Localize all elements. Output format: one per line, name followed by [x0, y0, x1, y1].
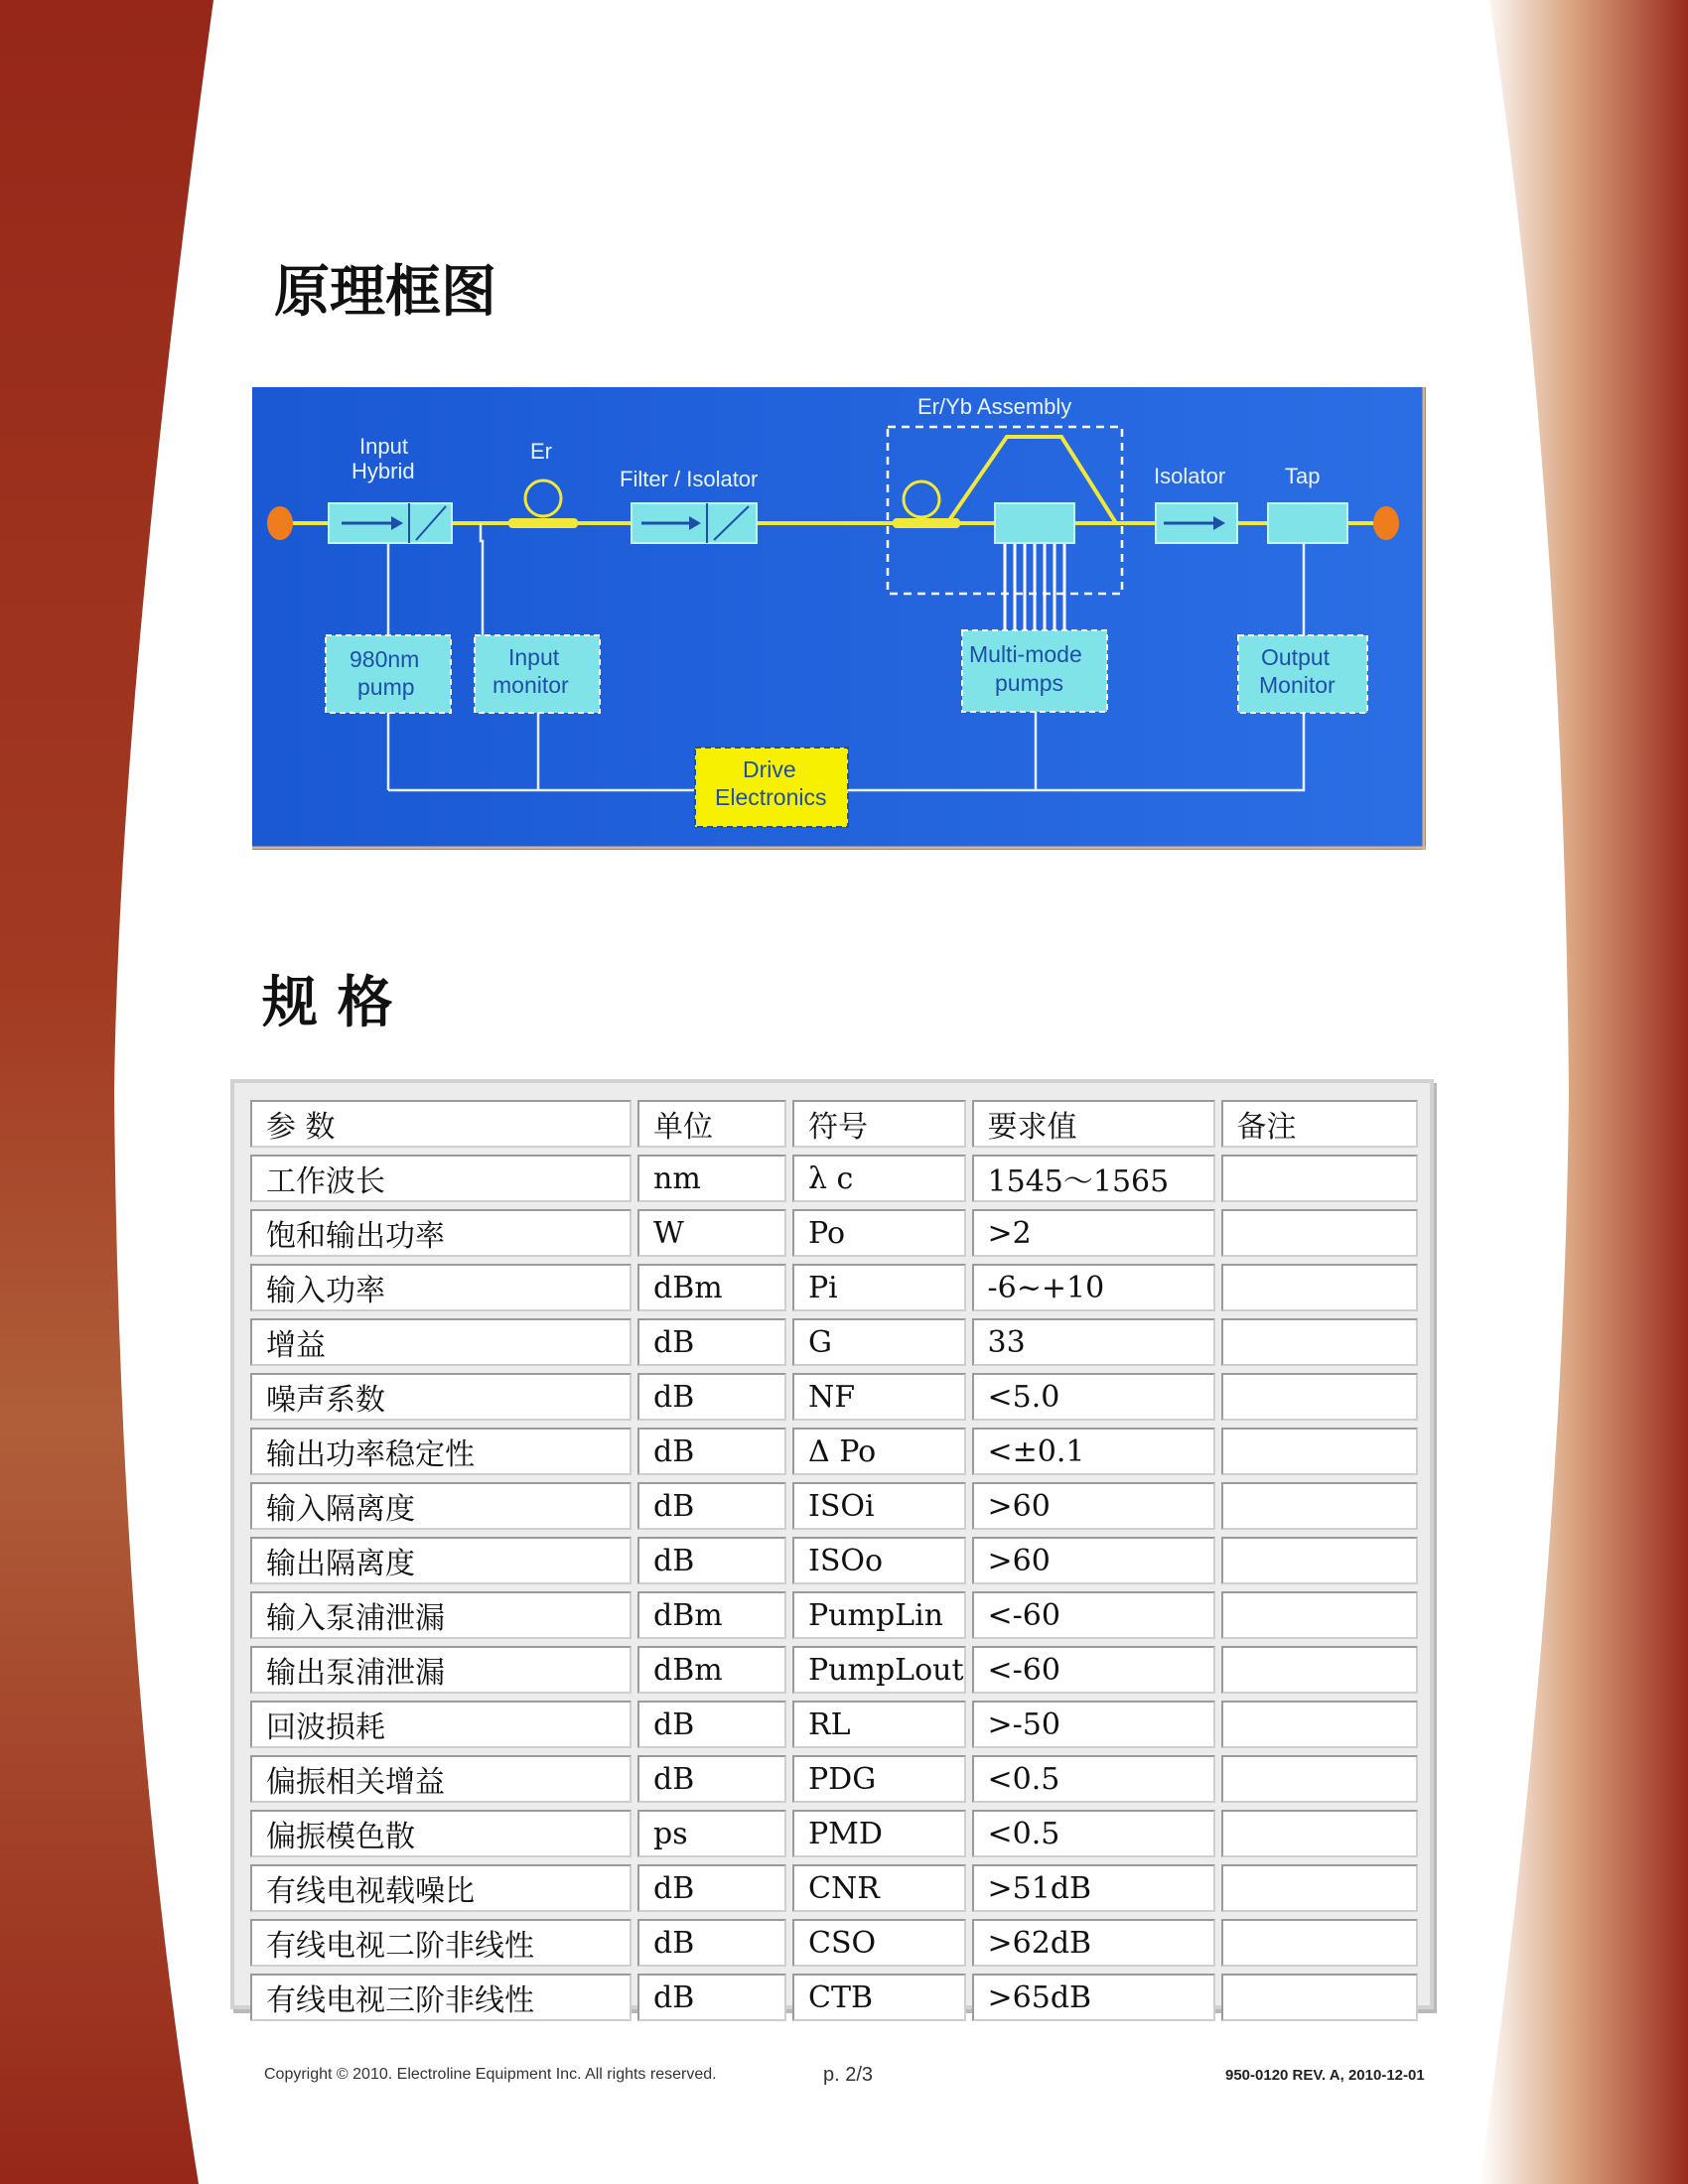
footer-page-number: p. 2/3 [823, 2064, 874, 2086]
table-cell: 输出功率稳定性 [250, 1428, 632, 1475]
table-cell [1221, 1209, 1418, 1257]
table-cell: Po [792, 1209, 966, 1257]
table-cell [1221, 1864, 1418, 1912]
table-cell: <±0.1 [972, 1428, 1215, 1475]
table-cell [1221, 1646, 1418, 1694]
table-row [250, 1537, 1418, 1584]
table-row [250, 1428, 1418, 1475]
input-port [267, 506, 293, 540]
table-cell [1221, 1810, 1418, 1857]
table-cell: <0.5 [972, 1810, 1215, 1857]
table-cell [1221, 1974, 1418, 2021]
table-row [250, 1974, 1418, 2021]
table-cell: dBm [637, 1591, 786, 1639]
table-cell: PumpLin [792, 1591, 966, 1639]
table-cell: dB [637, 1755, 786, 1803]
table-cell: RL [792, 1701, 966, 1748]
pump-980-label-1: 980nm [350, 646, 420, 672]
table-header-cell: 符号 [792, 1100, 966, 1148]
table-cell: 输出泵浦泄漏 [250, 1646, 632, 1694]
block-diagram [252, 387, 1426, 850]
table-cell: dBm [637, 1646, 786, 1694]
table-cell [1221, 1482, 1418, 1530]
table-cell [1221, 1155, 1418, 1202]
table-cell [1221, 1373, 1418, 1421]
table-cell: nm [637, 1155, 786, 1202]
table-header-cell: 单位 [637, 1100, 786, 1148]
table-cell: 增益 [250, 1318, 632, 1366]
table-cell: λ c [792, 1155, 966, 1202]
spec-table-frame [230, 1079, 1434, 2018]
table-cell: <0.5 [972, 1755, 1215, 1803]
table-row [250, 1864, 1418, 1912]
output-monitor-label-2: Monitor [1259, 672, 1336, 698]
footer-document-ref: 950-0120 REV. A, 2010-12-01 [1225, 2067, 1425, 2084]
table-cell: 工作波长 [250, 1155, 632, 1202]
table-cell: dBm [637, 1264, 786, 1311]
table-row [250, 1373, 1418, 1421]
table-cell: ISOo [792, 1537, 966, 1584]
table-row [250, 1318, 1418, 1366]
table-cell: 1545～1565 [972, 1155, 1215, 1202]
isolator-label: Isolator [1154, 464, 1226, 488]
table-cell: 噪声系数 [250, 1373, 632, 1421]
table-cell [1221, 1701, 1418, 1748]
input-monitor-label-2: monitor [492, 672, 569, 698]
table-cell: ISOi [792, 1482, 966, 1530]
output-monitor-label-1: Output [1261, 644, 1331, 670]
tap-label: Tap [1285, 464, 1321, 488]
er-label: Er [530, 439, 552, 464]
table-cell: dB [637, 1537, 786, 1584]
table-cell: 回波损耗 [250, 1701, 632, 1748]
pump-fibers [1005, 543, 1064, 630]
drive-electronics-label-2: Electronics [715, 784, 827, 810]
table-cell: PumpLout [792, 1646, 966, 1694]
table-cell: ps [637, 1810, 786, 1857]
table-cell: 有线电视二阶非线性 [250, 1919, 632, 1967]
table-cell [1221, 1318, 1418, 1366]
input-hybrid-label-1: Input [359, 434, 408, 459]
table-cell [1221, 1591, 1418, 1639]
table-cell: >2 [972, 1209, 1215, 1257]
table-header-cell: 备注 [1221, 1100, 1418, 1148]
table-cell: dB [637, 1482, 786, 1530]
footer-copyright: Copyright © 2010. Electroline Equipment Inc. All rights reserved. [264, 2066, 717, 2083]
table-cell: Pi [792, 1264, 966, 1311]
table-cell: >60 [972, 1537, 1215, 1584]
spec-section-title: 规 格 [262, 971, 393, 1035]
multimode-pumps-label-1: Multi-mode [969, 641, 1082, 667]
table-cell: -6~+10 [972, 1264, 1215, 1311]
table-cell: 偏振相关增益 [250, 1755, 632, 1803]
table-row [250, 1482, 1418, 1530]
table-row [250, 1646, 1418, 1694]
table-cell: 输入功率 [250, 1264, 632, 1311]
input-monitor-label-1: Input [508, 644, 560, 670]
er-yb-assembly-label: Er/Yb Assembly [917, 394, 1072, 419]
table-cell: Δ Po [792, 1428, 966, 1475]
table-row [250, 1755, 1418, 1803]
table-cell: 有线电视三阶非线性 [250, 1974, 632, 2021]
table-cell [1221, 1919, 1418, 1967]
table-cell: <5.0 [972, 1373, 1215, 1421]
table-cell: 偏振模色散 [250, 1810, 632, 1857]
multimode-pumps-label-2: pumps [995, 670, 1064, 696]
table-cell: dB [637, 1974, 786, 2021]
output-port [1373, 506, 1399, 540]
table-row [250, 1155, 1418, 1202]
table-cell: dB [637, 1864, 786, 1912]
table-cell: >62dB [972, 1919, 1215, 1967]
table-cell: PMD [792, 1810, 966, 1857]
table-cell: CTB [792, 1974, 966, 2021]
diagram-section-title: 原理框图 [274, 260, 496, 325]
table-cell: CSO [792, 1919, 966, 1967]
table-row [250, 1591, 1418, 1639]
drive-electronics-label-1: Drive [743, 756, 796, 782]
pump-combiner-box [995, 503, 1074, 543]
table-row [250, 1209, 1418, 1257]
filter-isolator-label: Filter / Isolator [620, 467, 759, 491]
table-cell [1221, 1755, 1418, 1803]
table-row [250, 1264, 1418, 1311]
table-cell: G [792, 1318, 966, 1366]
table-cell: 饱和输出功率 [250, 1209, 632, 1257]
table-header-cell: 要求值 [972, 1100, 1215, 1148]
spec-table [244, 1093, 1424, 2028]
table-cell: dB [637, 1701, 786, 1748]
table-cell: dB [637, 1919, 786, 1967]
pump-980-label-2: pump [357, 674, 415, 700]
table-cell: 33 [972, 1318, 1215, 1366]
table-cell: PDG [792, 1755, 966, 1803]
table-row [250, 1810, 1418, 1857]
table-cell: 有线电视载噪比 [250, 1864, 632, 1912]
table-cell: 输入泵浦泄漏 [250, 1591, 632, 1639]
table-cell [1221, 1537, 1418, 1584]
table-cell [1221, 1428, 1418, 1475]
table-cell: >60 [972, 1482, 1215, 1530]
table-row [250, 1701, 1418, 1748]
table-cell: >51dB [972, 1864, 1215, 1912]
table-cell: CNR [792, 1864, 966, 1912]
table-cell: <-60 [972, 1591, 1215, 1639]
table-cell: W [637, 1209, 786, 1257]
table-cell: <-60 [972, 1646, 1215, 1694]
table-cell: dB [637, 1428, 786, 1475]
table-cell: 输入隔离度 [250, 1482, 632, 1530]
table-cell: NF [792, 1373, 966, 1421]
table-cell [1221, 1264, 1418, 1311]
table-cell: dB [637, 1373, 786, 1421]
tap-box [1268, 503, 1347, 543]
table-cell: >-50 [972, 1701, 1215, 1748]
table-header-row [250, 1100, 1418, 1148]
right-red-band [1479, 0, 1688, 2184]
table-header-cell: 参 数 [250, 1100, 632, 1148]
left-red-band [0, 0, 213, 2184]
table-cell: dB [637, 1318, 786, 1366]
input-hybrid-label-2: Hybrid [352, 459, 415, 483]
table-cell: >65dB [972, 1974, 1215, 2021]
table-cell: 输出隔离度 [250, 1537, 632, 1584]
table-row [250, 1919, 1418, 1967]
